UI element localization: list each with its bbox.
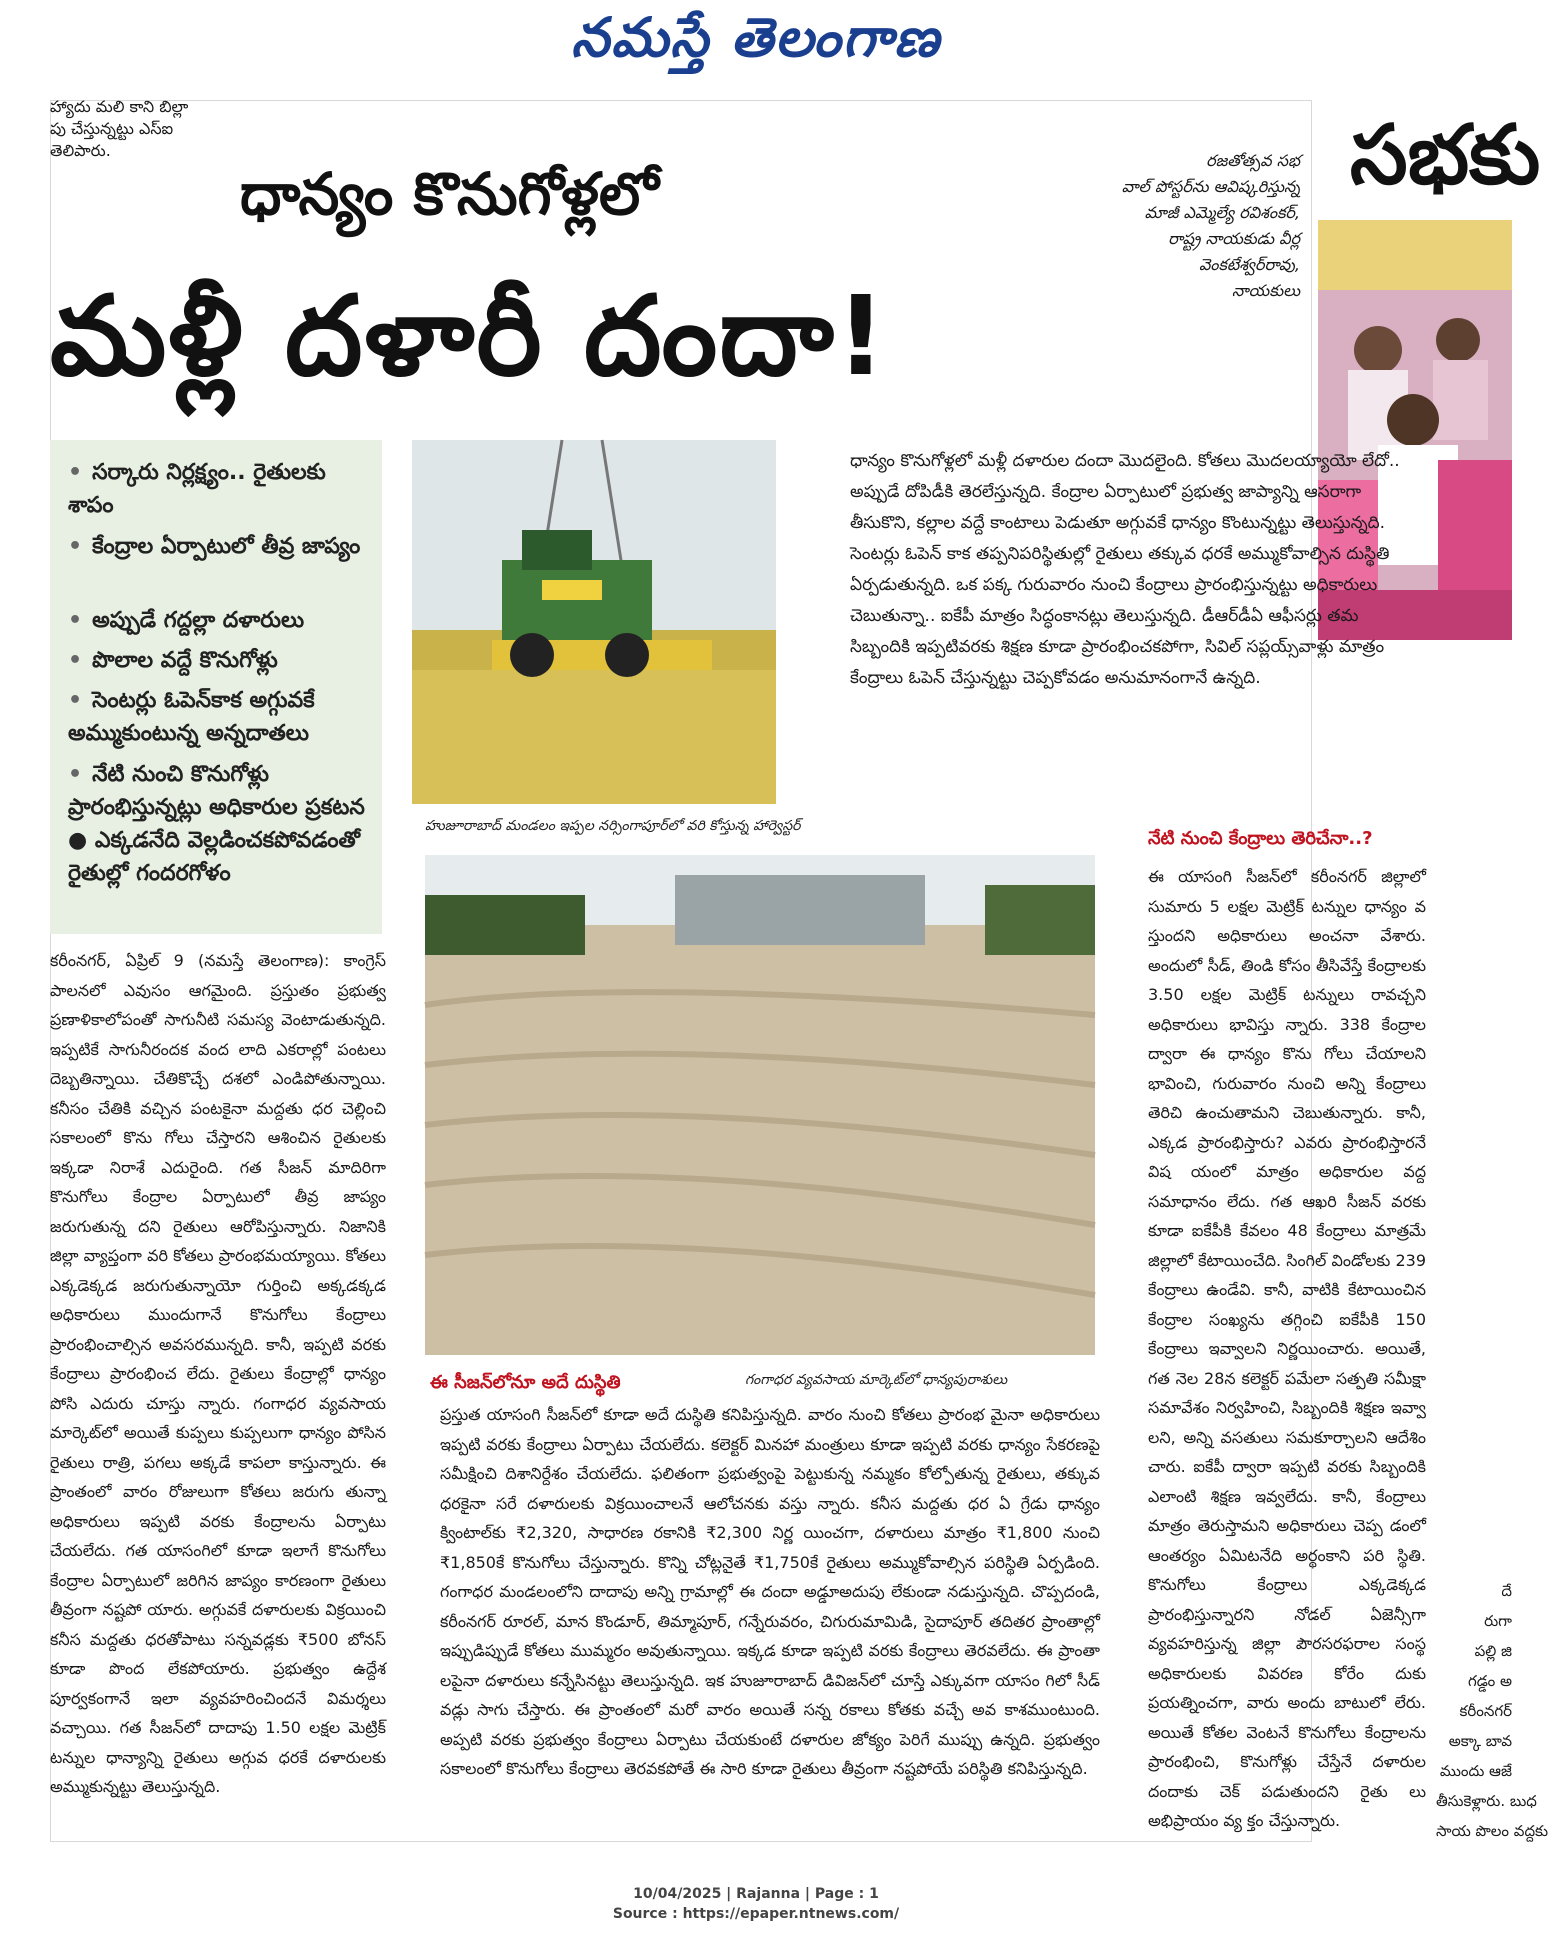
highlight-text: అప్పుడే గద్దల్లా దళారులు [92,608,305,633]
highlight-item [68,644,368,677]
highlight-text: నేటి నుంచి కొనుగోళ్లు ప్రారంభిస్తున్నట్లు అధికారుల ప్రకటన ● ఎక్కడనేది వెల్లడించకపోవడంతో రైతుల్లో గందరగోళం [68,762,365,886]
caption-line: మాజీ ఎమ్మెల్యే రవిశంకర్, [1144,203,1300,222]
highlight-item [68,530,368,563]
fragment-line: తెలిపారు. [50,141,111,160]
kicker-headline: ధాన్యం కొనుగోళ్లలో [240,160,659,228]
bullet-icon: • [68,460,83,485]
column-right: ఈ యాసంగి సీజన్‌లో కరీంనగర్ జిల్లాలో సుమారు 5 లక్షల మెట్రిక్ టన్నుల ధాన్యం వ స్తుందని అధికారులు అంచనా వేశారు. అందులో సీడ్, తిండి కోసం తీసివేస్తే కేంద్రాలకు 3.50 లక్షల మెట్రిక్ టన్నులు రావచ్చని అధికారులు భావిస్తు న్నారు. 338 కేంద్రాల ద్వారా ఈ ధాన్యం కొను గోలు చేయాలని భావించి, గురువారం నుంచి అన్ని కేంద్రాలు తెరిచి ఉంచుతామని చెబుతున్నారు. కానీ, ఎక్కడ ప్రారంభిస్తారు? ఎవరు ప్రారంభిస్తారనే విష యంలో మాత్రం అధికారుల వద్ద సమాధానం లేదు. గత ఆఖరి సీజన్ వరకు కూడా ఐకేపీకి కేవలం 48 కేంద్రాలు మాత్రమే జిల్లాలో కేటాయించేది. సింగిల్ విండోలకు 239 కేంద్రాలు ఉండేవి. కానీ, వాటికి కేటాయించిన కేంద్రాల సంఖ్యను తగ్గించి ఐకేపీకి 150 కేంద్రాలు ఇవ్వాలని నిర్ణయించారు. అయితే, గత నెల 28న కలెక్టర్ పమేలా సత్పతి సమీక్షా సమావేశం నిర్వహించి, సిబ్బందికి శిక్షణ ఇవ్వా లని, అన్ని వసతులు సమకూర్చాలని ఆదేశిం చారు. ఐకేపీ ద్వారా ఇప్పటి వరకు సిబ్బందికి ఎలాంటి శిక్షణ ఇవ్వలేదు. కానీ, కేంద్రాలు మాత్రం తెరుస్తామని అధికారులు చెప్ప డంలో ఆంతర్యం ఏమిటనేది అర్థంకాని పరి స్థితి. కొనుగోలు కేంద్రాలు ఎక్కడెక్కడ ప్రారంభిస్తున్నారని నోడల్ ఏజెన్సీగా వ్యవహరిస్తున్న జిల్లా పౌరసరఫరాల సంస్థ అధికారులకు వివరణ కోరేం దుకు ప్రయత్నించగా, వారు అందు బాటులో లేరు. అయితే కోతల వెంటనే కొనుగోలు కేంద్రాలను ప్రారంభించి, కొనుగోళ్లు చేస్తేనే దళారుల దందాకు చెక్ పడుతుందని రైతు లు అభిప్రాయం వ్య క్తం చేస్తున్నారు. [1148,867,1426,1830]
edge-line: గడ్డం అ [1468,1672,1512,1690]
edge-line: ముందు ఆజే [1439,1762,1512,1780]
masthead-logo: నమస్తే తెలంగాణ [571,6,941,69]
edge-fragment [1436,1576,1548,1846]
highlight-item [68,758,368,890]
fragment-line: పు చేస్తున్నట్టు ఎస్ఐ [50,119,174,138]
harvester-caption: హుజూరాబాద్ మండలం ఇప్పల నర్సింగాపూర్‌లో వరి కోస్తున్న హార్వెస్టర్ [425,818,801,834]
bullet-icon: • [68,762,83,787]
bullet-icon: • [68,534,83,559]
edge-line: కరీంనగర్ [1459,1702,1512,1720]
lead-paragraph: ధాన్యం కొనుగోళ్లలో మళ్లీ దళారుల దందా మొదలైంది. కోతలు మొదలయ్యాయో లేదో.. అప్పుడే దోపిడీకి తెరలేస్తున్నది. కేంద్రాల ఏర్పాటులో ప్రభుత్వ జాప్యాన్ని ఆసరాగా తీసుకొని, కల్లాల వద్దే కాంటాలు పెడుతూ అగ్గువకే ధాన్యం కొంటున్నట్టు తెలుస్తున్నది. సెంటర్లు ఓపెన్ కాక తప్పనిపరిస్థితుల్లో రైతులు తక్కువ ధరకే అమ్ముకోవాల్సిన దుస్థితి ఏర్పడుతున్నది. ఒక పక్క గురువారం నుంచి కేంద్రాలు ప్రారంభిస్తున్నట్టు అధికారులు చెబుతున్నా.. ఐకేపీ మాత్రం సిద్ధంకానట్లు తెలుస్తున్నది. డీఆర్‌డీఏ ఆఫీసర్లు తమ సిబ్బందికి ఇప్పటివరకు శిక్షణ కూడా ప్రారంభించకపోగా, సివిల్ సప్లయ్స్‌వాళ్లు మాత్రం కేంద్రాలు ఓపెన్ చేస్తున్నట్టు చెప్పకోవడం అనుమానంగానే ఉన్నది. [850,451,1400,688]
highlight-text: కేంద్రాల ఏర్పాటులో తీవ్ర జాప్యం [92,534,361,559]
caption-line: వాల్ పోస్టర్‌ను ఆవిష్కరిస్తున్న [1121,177,1300,196]
highlight-text: సర్కారు నిర్లక్ష్యం.. రైతులకు శాపం [68,460,326,518]
top-fragment [50,96,260,162]
main-headline: మళ్లీ దళారీ దందా! [50,272,888,400]
edge-line: అక్కా బావ [1448,1732,1512,1750]
highlight-item [68,684,368,750]
fragment-line: హ్యాదు మలి కాని బిల్లా [50,97,189,116]
footer-date-edition: 10/04/2025 | Rajanna | Page : 1 [633,1886,879,1902]
caption-line: రాష్ట్ర నాయకుడు వీర్ల [1168,229,1300,248]
bullet-icon: • [68,688,83,713]
highlight-text: పొలాల వద్దే కొనుగోళ్లు [92,648,278,673]
caption-line: నాయకులు [1232,281,1300,300]
side-headline: సభకు [1350,108,1541,203]
edge-line: తీసుకెళ్లారు. బుధ [1436,1792,1537,1810]
harvester-photo [412,440,776,804]
highlight-item [68,456,368,522]
edge-line: పల్లి జి [1474,1642,1512,1660]
subhead-middle: ఈ సీజన్‌లోనూ అదే దుస్థితి [430,1372,621,1393]
column-middle: ప్రస్తుత యాసంగి సీజన్‌లో కూడా అదే దుస్థితి కనిపిస్తున్నది. వారం నుంచి కోతలు ప్రారంభ మైనా అధికారులు ఇప్పటి వరకు కేంద్రాలు ఏర్పాటు చేయలేదు. కలెక్టర్ మినహా మంత్రులు కూడా ఇప్పటి వరకు ధాన్యం సేకరణపై సమీక్షించి దిశానిర్దేశం చేయలేదు. ఫలితంగా ప్రభుత్వంపై పెట్టుకున్న నమ్మకం కోల్పోతున్న రైతులు, తక్కువ ధరకైనా సరే దళారులకు విక్రయించాలనే ఆలోచనకు వస్తు న్నారు. కనీస మద్దతు ధర ఏ గ్రేడు ధాన్యం క్వింటాల్‌కు ₹2,320, సాధారణ రకానికి ₹2,300 నిర్ణ యించగా, దళారులు మాత్రం ₹1,800 నుంచి ₹1,850కే కొనుగోలు చేస్తున్నారు. కొన్ని చోట్లనైతే ₹1,750కే రైతులు అమ్ముకోవాల్సిన పరిస్థితి ఏర్పడింది. గంగాధర మండలంలోని దాదాపు అన్ని గ్రామాల్లో ఈ దందా అడ్డూఅదుపు లేకుండా నడుస్తున్నది. చొప్పదండి, కరీంనగర్ రూరల్, మాన కొండూర్, తిమ్మాపూర్, గన్నేరువరం, చిగురుమామిడి, సైదాపూర్ తదితర ప్రాంతాల్లో ఇప్పుడిప్పుడే కోతలు ముమ్మరం అవుతున్నాయి. ఇక్కడ కూడా ఇప్పటి వరకు కేంద్రాలు తెరవలేదు. ఈ ప్రాంతా లపైనా దళారులు కన్నేసినట్టు తెలుస్తున్నది. ఇక హుజూరాబాద్ డివిజన్‌లో చూస్తే ఎక్కువగా యాసం గిలో సీడ్ వడ్లు సాగు చేస్తారు. ఈ ప్రాంతంలో మరో వారం అయితే సన్న రకాలు కోతకు వచ్చే అవ కాశముంటుంది. అప్పటి వరకు ప్రభుత్వం కేంద్రాలు ఏర్పాటు చేయకుంటే దళారుల జోక్యం పెరిగే ముప్పు ఉన్నది. ప్రభుత్వం సకాలంలో కొనుగోలు కేంద్రాలు తెరవకపోతే ఈ సారి కూడా రైతులు తీవ్రంగా నష్టపోయే పరిస్థితి కనిపిస్తున్నది. [440,1405,1100,1778]
footer-source-link[interactable]: Source : https://epaper.ntnews.com/ [612,1906,900,1922]
edge-line: సాయ పొలం వద్దకు [1436,1822,1548,1840]
highlights-box [50,440,382,934]
edge-line: దే [1501,1582,1512,1600]
grain-market-photo [425,855,1095,1355]
poster-caption [1070,148,1300,304]
bullet-icon: • [68,648,83,673]
caption-line: రజతోత్సవ సభ [1206,151,1300,170]
highlight-text: సెంటర్లు ఓపెన్‌కాక అగ్గువకే అమ్ముకుంటున్న అన్నదాతలు [68,688,315,746]
grain-caption: గంగాధర వ్యవసాయ మార్కెట్‌లో ధాన్యపురాశులు [745,1372,1008,1388]
bullet-icon: • [68,608,83,633]
subhead-right: నేటి నుంచి కేంద్రాలు తెరిచేనా..? [1148,828,1373,849]
column-left: కరీంనగర్, ఏప్రిల్ 9 (నమస్తే తెలంగాణ): కాంగ్రెస్ పాలనలో ఎవుసం ఆగమైంది. ప్రస్తుతం ప్రభుత్వ ప్రణాళికాలోపంతో సాగునీటి సమస్య వెంటాడుతున్నది. ఇప్పటికే సాగునీరందక వంద లాది ఎకరాల్లో పంటలు దెబ్బతిన్నాయి. చేతికొచ్చే దశలో ఎండిపోతున్నాయి. కనీసం చేతికి వచ్చిన పంటకైనా మద్దతు ధర చెల్లించి సకాలంలో కొను గోలు చేస్తారని ఆశించిన రైతులకు ఇక్కడా నిరాశే ఎదురైంది. గత సీజన్ మాదిరిగా కొనుగోలు కేంద్రాల ఏర్పాటులో తీవ్ర జాప్యం జరుగుతున్న దని రైతులు ఆరోపిస్తున్నారు. నిజానికి జిల్లా వ్యాప్తంగా వరి కోతలు ప్రారంభమయ్యాయి. కోతలు ఎక్కడెక్కడ జరుగుతున్నాయో గుర్తించి అక్కడక్కడ అధికారులు ముందుగానే కొనుగోలు కేంద్రాలు ప్రారంభించాల్సిన అవసరమున్నది. కానీ, ఇప్పటి వరకు కేంద్రాలు ప్రారంభించ లేదు. రైతులు కేంద్రాల్లో ధాన్యం పోసి ఎదురు చూస్తు న్నారు. గంగాధర వ్యవసాయ మార్కెట్‌లో అయితే కుప్పలు కుప్పలుగా ధాన్యం పోసిన రైతులు రాత్రి, పగలు అక్కడే కాపలా కాస్తున్నారు. ఈ ప్రాంతంలో వారం రోజులుగా కోతలు జరుగు తున్నా అధికారులు ఇప్పటి వరకు కేంద్రాలను ఏర్పాటు చేయలేదు. గత యాసంగిలో కూడా ఇలాగే కొనుగోలు కేంద్రాల ఏర్పాటులో జరిగిన జాప్యం కారణంగా రైతులు తీవ్రంగా నష్టపో యారు. అగ్గువకే దళారులకు విక్రయించి కనీస మద్దతు ధరతోపాటు సన్నవడ్లకు ₹500 బోనస్ కూడా పొంద లేకపోయారు. ప్రభుత్వం ఉద్దేశ పూర్వకంగానే ఇలా వ్యవహరించిందనే విమర్శలు వచ్చాయి. గత సీజన్‌లో దాదాపు 1.50 లక్షల మెట్రిక్ టన్నుల ధాన్యాన్ని రైతులు అగ్గువ ధరకే దళారులకు అమ్ముకున్నట్టు తెలుస్తున్నది. [50,951,386,1796]
caption-line: వెంకటేశ్వర్‌రావు, [1199,255,1300,274]
highlight-item [68,604,368,637]
edge-line: రుగా [1484,1612,1512,1630]
